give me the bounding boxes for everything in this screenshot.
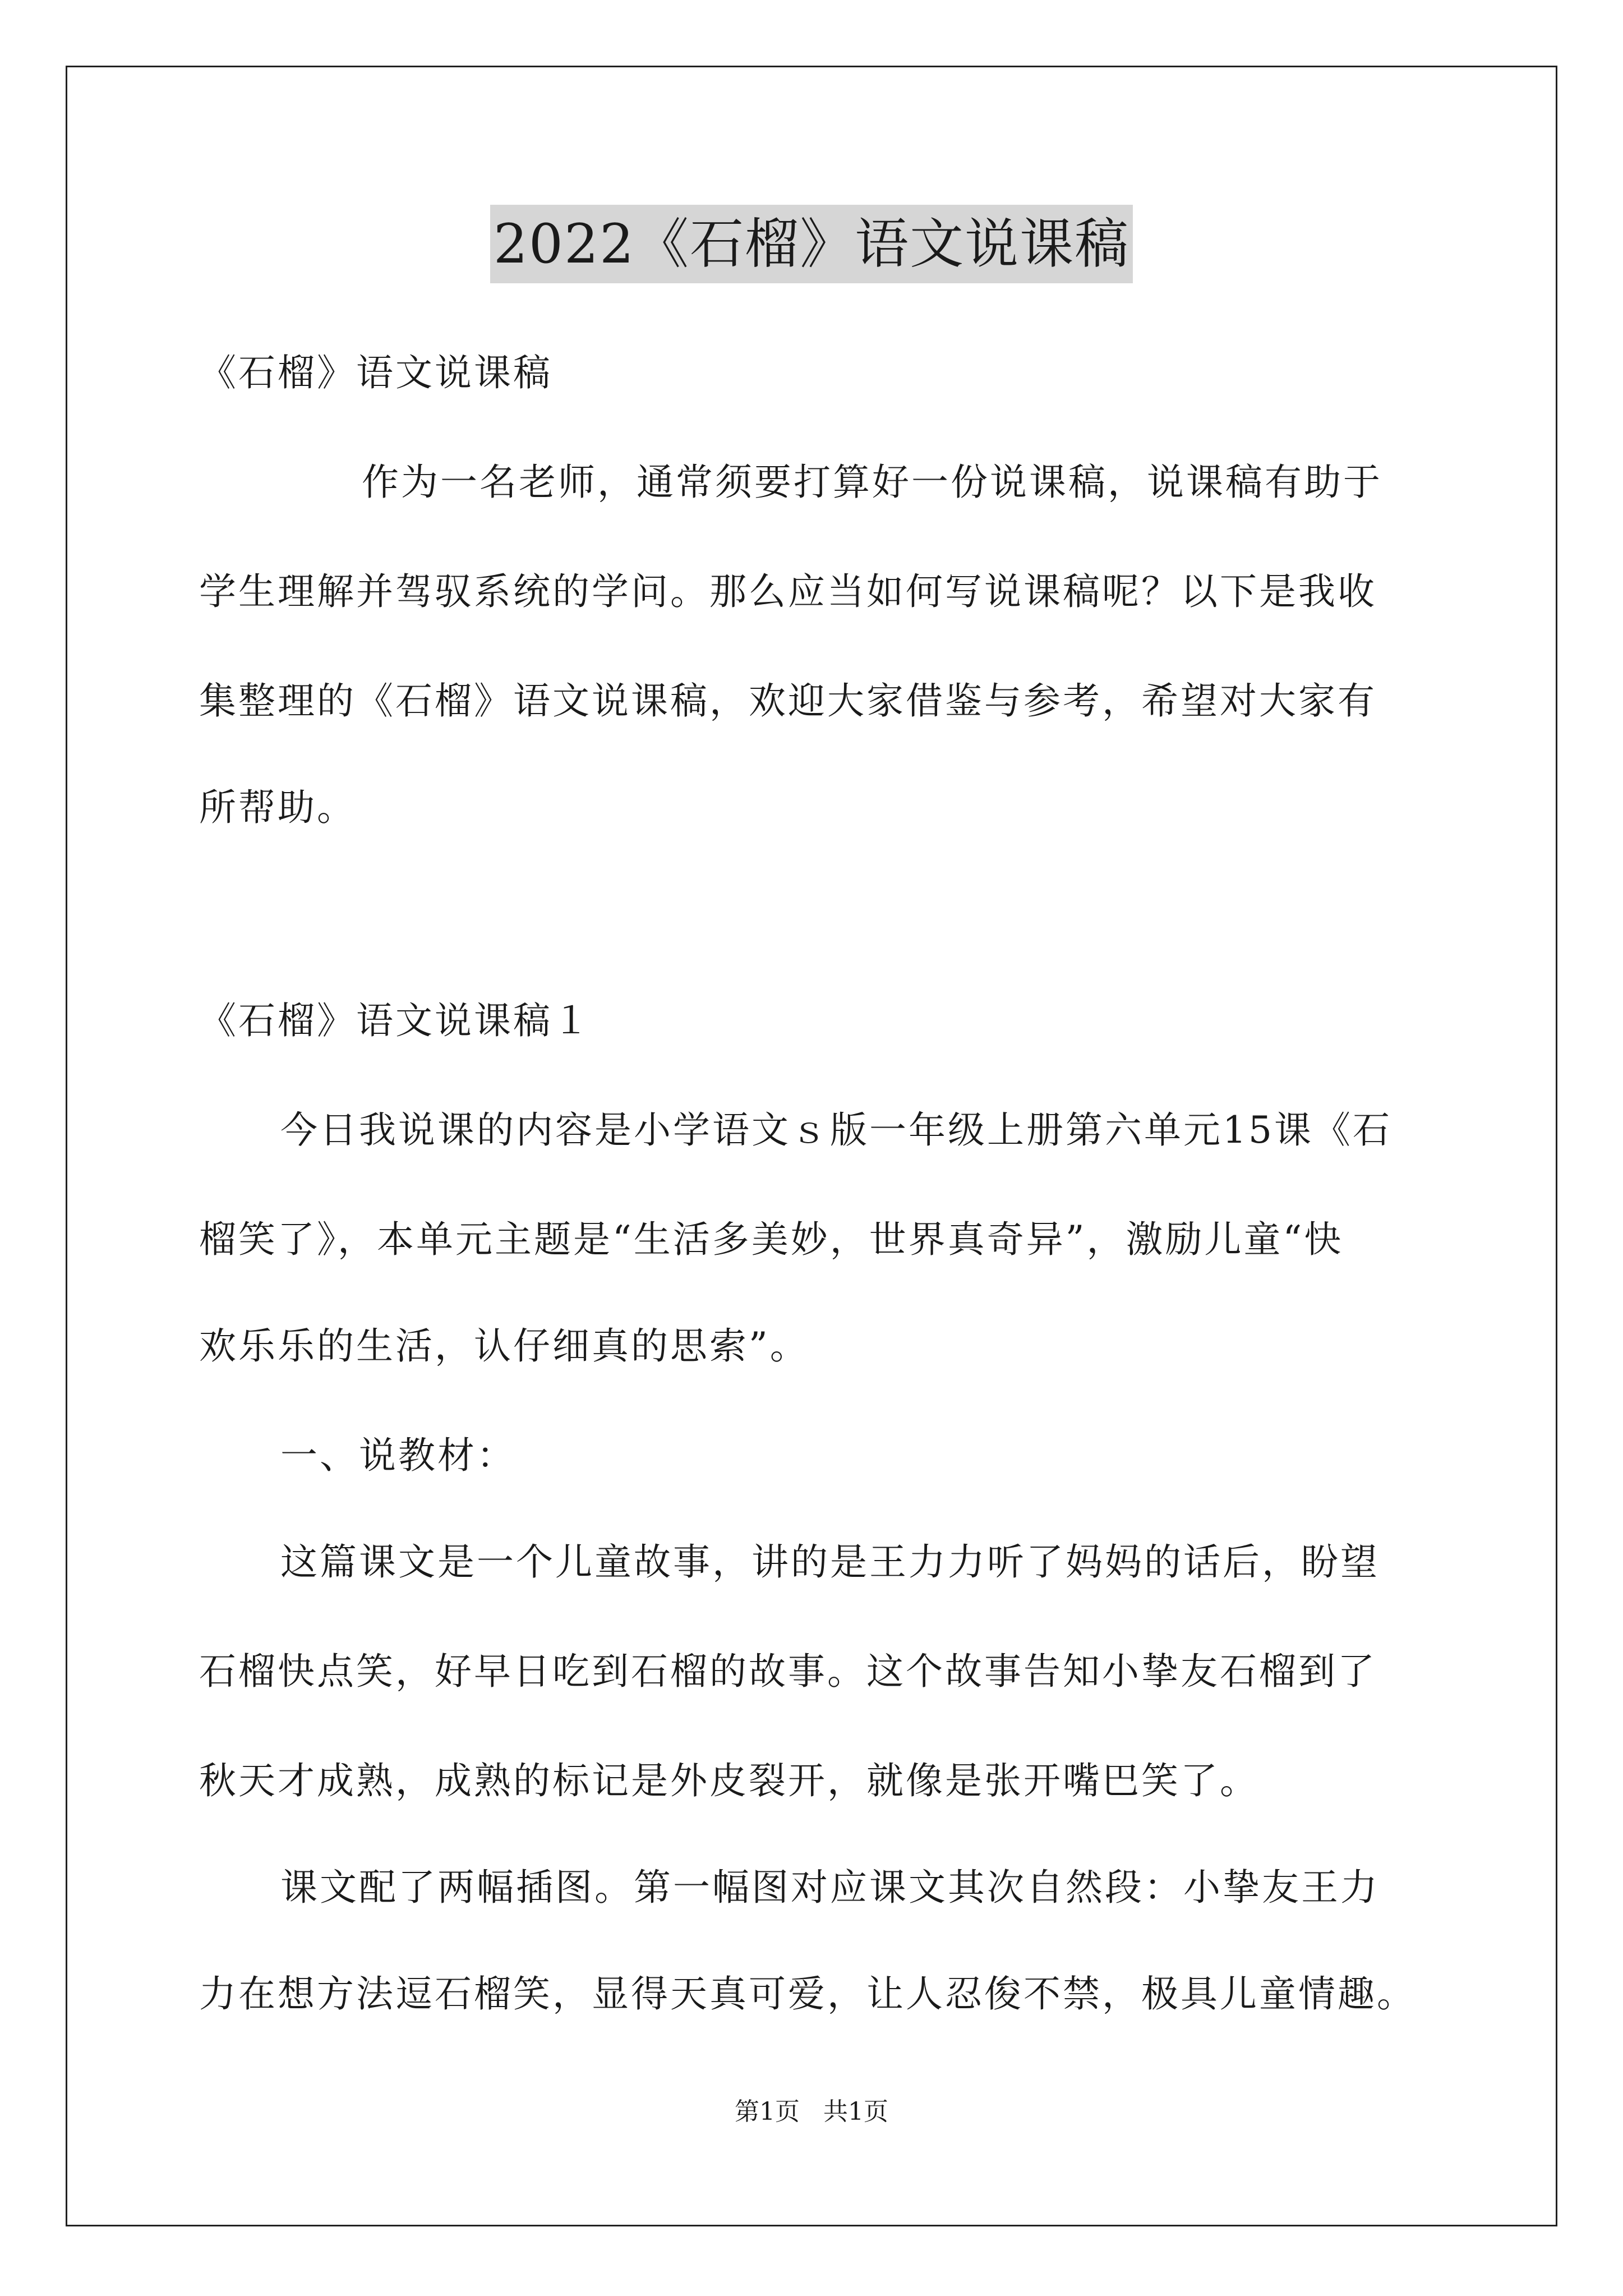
paragraph-line: 欢乐乐的生活，认仔细真的思索”。 [199, 1324, 809, 1368]
document-title: 2022《石榴》语文说课稿 [490, 205, 1133, 283]
title-container [0, 205, 1623, 283]
page-total: 共1页 [823, 2097, 888, 2126]
paragraph-line: 石榴快点笑，好早日吃到石榴的故事。这个故事告知小挚友石榴到了 [199, 1650, 1377, 1693]
paragraph-line: 秋天才成熟，成熟的标记是外皮裂开，就像是张开嘴巴笑了。 [199, 1759, 1259, 1802]
paragraph-line: 所帮助。 [199, 786, 356, 829]
page-number: 第1页 [735, 2097, 800, 2126]
paragraph-line: 学生理解并驾驭系统的学问。那么应当如何写说课稿呢？以下是我收 [199, 570, 1377, 613]
paragraph-line: 今日我说课的内容是小学语文ｓ版一年级上册第六单元15课《石 [280, 1108, 1392, 1152]
paragraph-line: 课文配了两幅插图。第一幅图对应课文其次自然段：小挚友王力 [280, 1866, 1380, 1909]
subtitle: 《石榴》语文说课稿 [199, 351, 552, 394]
paragraph-line: 作为一名老师，通常须要打算好一份说课稿，说课稿有助于 [362, 461, 1382, 504]
paragraph-line: 榴笑了》，本单元主题是“生活多美妙，世界真奇异”，激励儿童“快 [199, 1218, 1344, 1261]
section-heading: 《石榴》语文说课稿１ [199, 999, 592, 1042]
paragraph-line: 一、说教材： [280, 1434, 516, 1477]
page-footer [0, 2095, 1623, 2129]
paragraph-line: 集整理的《石榴》语文说课稿，欢迎大家借鉴与参考，希望对大家有 [199, 679, 1377, 723]
paragraph-line: 力在想方法逗石榴笑，显得天真可爱，让人忍俊不禁，极具儿童情趣。 [199, 1972, 1416, 2016]
paragraph-line: 这篇课文是一个儿童故事，讲的是王力力听了妈妈的话后，盼望 [280, 1540, 1380, 1584]
